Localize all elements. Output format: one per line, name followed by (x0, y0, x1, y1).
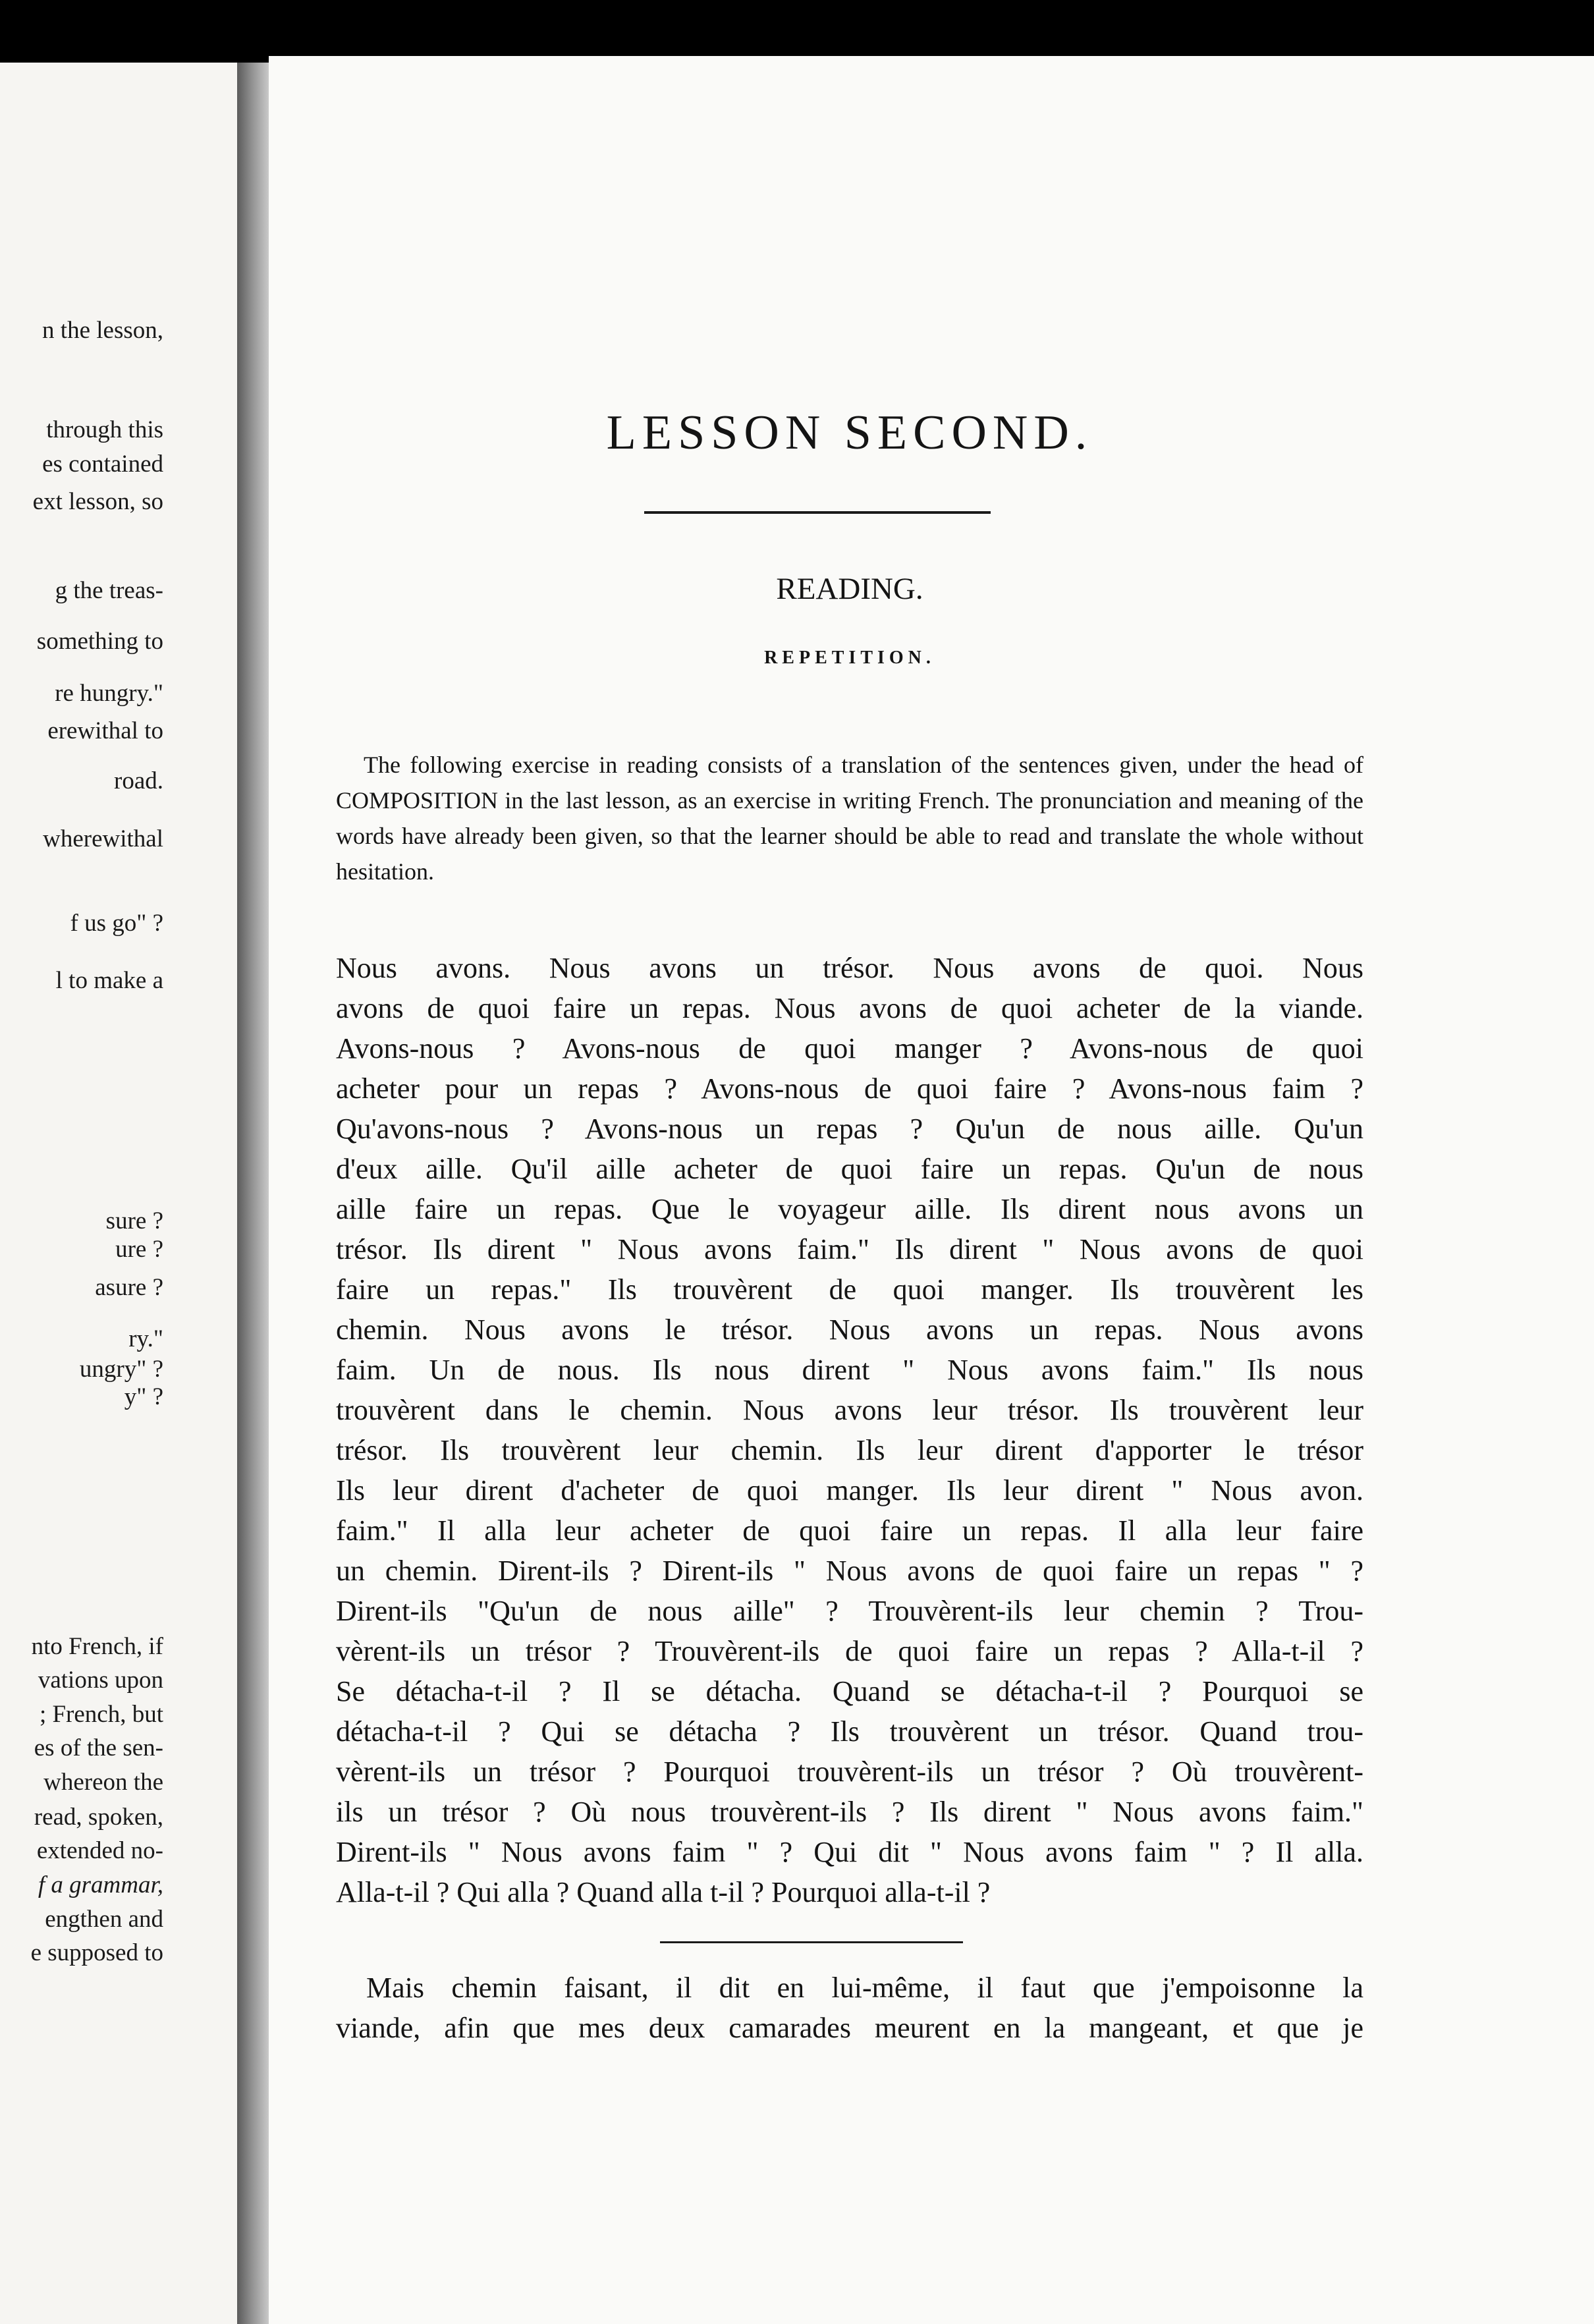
exercise-line: avons de quoi faire un repas. Nous avons de quoi acheter de la viande. (336, 992, 1363, 1024)
left-page-line: extended no- (36, 1837, 163, 1864)
left-page-line: es of the sen- (34, 1734, 163, 1761)
exercise-line: trésor. Ils trouvèrent leur chemin. Ils leur dirent d'apporter le trésor (336, 1434, 1363, 1466)
left-page-line: ure ? (115, 1236, 163, 1263)
section-divider (660, 1941, 963, 1943)
left-page-line: engthen and (45, 1906, 163, 1933)
lesson-title: LESSON SECOND. (606, 406, 1093, 460)
title-divider (644, 511, 991, 514)
reading-heading: READING. (776, 572, 923, 606)
exercise-line: Avons-nous ? Avons-nous de quoi manger ? Avons-nous de quoi (336, 1032, 1363, 1065)
closing-line: viande, afin que mes deux camarades meurent en la mangeant, et que je (336, 2012, 1363, 2044)
exercise-line: vèrent-ils un trésor ? Trouvèrent-ils de quoi faire un repas ? Alla-t-il ? (336, 1635, 1363, 1667)
left-page-line: es contained (42, 451, 163, 478)
exercise-line: Nous avons. Nous avons un trésor. Nous avons de quoi. Nous (336, 952, 1363, 984)
exercise-line: Dirent-ils "Qu'un de nous aille" ? Trouvèrent-ils leur chemin ? Trou- (336, 1595, 1363, 1627)
exercise-line: Ils leur dirent d'acheter de quoi manger. Ils leur dirent " Nous avon. (336, 1474, 1363, 1507)
left-page-line: through this (46, 416, 163, 443)
left-page-line: read, spoken, (34, 1804, 163, 1831)
left-page-line: f us go" ? (70, 910, 163, 937)
left-page-line: l to make a (55, 967, 163, 994)
left-page-line: erewithal to (47, 717, 163, 744)
left-page-line: ungry" ? (79, 1356, 163, 1383)
left-page-line: nto French, if (31, 1633, 163, 1660)
exercise-line: trésor. Ils dirent " Nous avons faim." Ils dirent " Nous avons de quoi (336, 1233, 1363, 1265)
left-page-line: ; French, but (39, 1701, 163, 1728)
left-page-line: f a grammar, (38, 1871, 163, 1898)
exercise-line: Se détacha-t-il ? Il se détacha. Quand se détacha-t-il ? Pourquoi se (336, 1675, 1363, 1707)
exercise-line: aille faire un repas. Que le voyageur aille. Ils dirent nous avons un (336, 1193, 1363, 1225)
exercise-line: un chemin. Dirent-ils ? Dirent-ils " Nous avons de quoi faire un repas " ? (336, 1555, 1363, 1587)
left-page-line: asure ? (95, 1274, 163, 1301)
exercise-line: faim. Un de nous. Ils nous dirent " Nous avons faim." Ils nous (336, 1354, 1363, 1386)
exercise-line: faim." Il alla leur acheter de quoi faire un repas. Il alla leur faire (336, 1514, 1363, 1547)
exercise-line: trouvèrent dans le chemin. Nous avons leur trésor. Ils trouvèrent leur (336, 1394, 1363, 1426)
left-page (0, 63, 237, 2324)
exercise-line: d'eux aille. Qu'il aille acheter de quoi faire un repas. Qu'un de nous (336, 1153, 1363, 1185)
exercise-line: Qu'avons-nous ? Avons-nous un repas ? Qu'un de nous aille. Qu'un (336, 1113, 1363, 1145)
left-page-line: sure ? (105, 1207, 163, 1234)
exercise-line: chemin. Nous avons le trésor. Nous avons un repas. Nous avons (336, 1314, 1363, 1346)
left-page-line: something to (36, 628, 163, 655)
left-page-line: re hungry." (55, 680, 163, 707)
exercise-line: Alla-t-il ? Qui alla ? Quand alla t-il ? Pourquoi alla-t-il ? (336, 1876, 991, 1908)
left-page-line: ry." (128, 1325, 163, 1352)
exercise-line: ils un trésor ? Où nous trouvèrent-ils ? Ils dirent " Nous avons faim." (336, 1796, 1363, 1828)
intro-paragraph: The following exercise in reading consists of a translation of the sentences given, under the head of COMPOSITION in the last lesson, as an exercise in writing French. The pronunciation and meaning of the words have already been given, so that the learner should be able to read and translate the whole without hesitation. (336, 752, 1363, 885)
exercise-line: faire un repas." Ils trouvèrent de quoi manger. Ils trouvèrent les (336, 1273, 1363, 1306)
exercise-line: acheter pour un repas ? Avons-nous de quoi faire ? Avons-nous faim ? (336, 1072, 1363, 1105)
exercise-line: détacha-t-il ? Qui se détacha ? Ils trouvèrent un trésor. Quand trou- (336, 1715, 1363, 1748)
exercise-line: vèrent-ils un trésor ? Pourquoi trouvèrent-ils un trésor ? Où trouvèrent- (336, 1756, 1363, 1788)
left-page-line: whereon the (43, 1769, 163, 1796)
left-page-line: wherewithal (43, 825, 163, 852)
exercise-line: Dirent-ils " Nous avons faim " ? Qui dit " Nous avons faim " ? Il alla. (336, 1836, 1363, 1868)
right-page (269, 56, 1594, 2324)
left-page-line: g the treas- (55, 577, 163, 604)
closing-line: Mais chemin faisant, il dit en lui-même, il faut que j'empoisonne la (366, 1972, 1363, 2004)
repetition-heading: REPETITION. (764, 648, 935, 668)
book-spine (237, 63, 269, 2324)
left-page-line: e supposed to (30, 1939, 163, 1966)
left-page-line: ext lesson, so (32, 488, 163, 515)
left-page-line: n the lesson, (42, 317, 163, 344)
left-page-line: y" ? (124, 1383, 163, 1410)
left-page-line: road. (114, 767, 163, 794)
left-page-line: vations upon (38, 1667, 163, 1694)
